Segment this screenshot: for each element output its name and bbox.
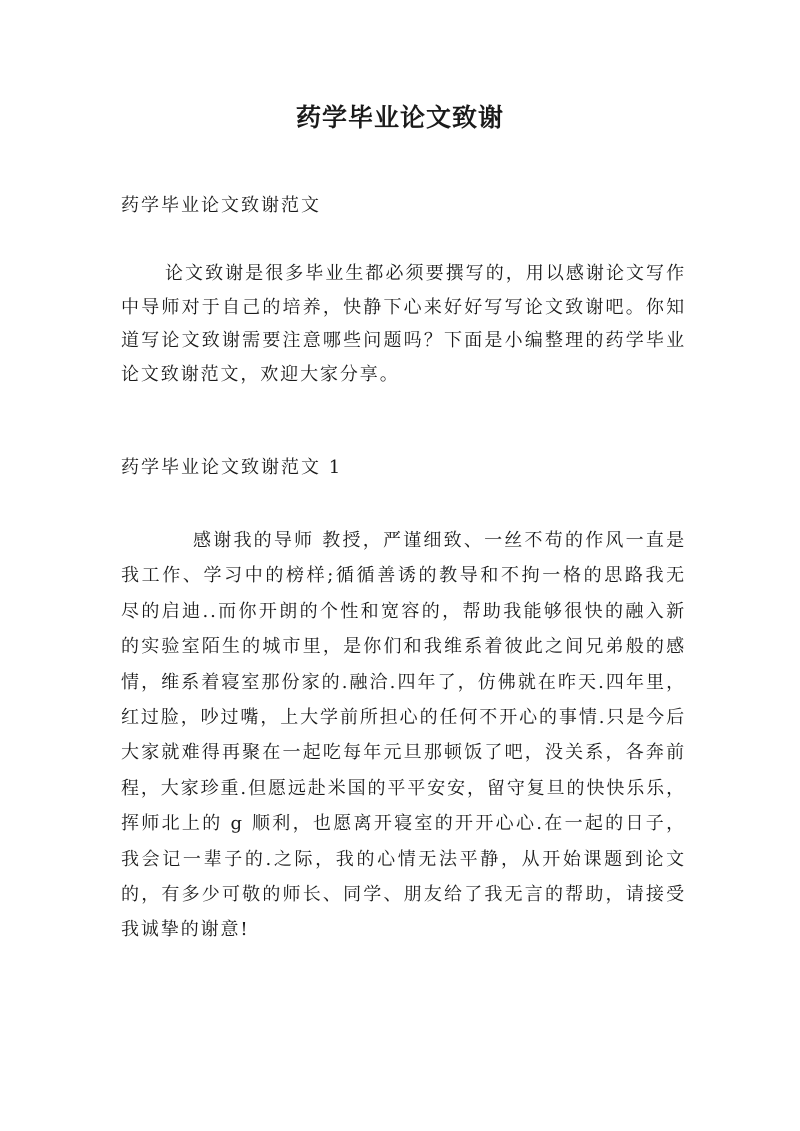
section-paragraph: 感谢我的导师 教授，严谨细致、一丝不苟的作风一直是我工作、学习中的榜样;循循善诱的教导和不拘一格的思路我无尽的启迪..而你开朗的个性和宽容的，帮助我能够很快的融入新的实验室陌生的城市里，是你们和我维系着彼此之间兄弟般的感情，维系着寝室那份家的.融洽.四年了，仿佛就在昨天.四年里，红过脸，吵过嘴，上大学前所担心的任何不开心的事情.只是今后大家就难得再聚在一起吃每年元旦那顿饭了吧，没关系，各奔前程，大家珍重.但愿远赴米国的平平安安，留守复旦的快快乐乐，挥师北上的 g 顺利，也愿离开寝室的开开心心.在一起的日子，我会记一辈子的.之际，我的心情无法平静，从开始课题到论文的，有多少可敬的师长、同学、朋友给了我无言的帮助，请接受我诚挚的谢意! bbox=[121, 530, 686, 941]
section-heading: 药学毕业论文致谢范文 1 bbox=[121, 457, 343, 478]
document-subtitle: 药学毕业论文致谢范文 bbox=[121, 195, 321, 216]
document-title: 药学毕业论文致谢 bbox=[295, 103, 504, 132]
intro-paragraph: 论文致谢是很多毕业生都必须要撰写的，用以感谢论文写作中导师对于自己的培养，快静下心来好好写写论文致谢吧。你知道写论文致谢需要注意哪些问题吗？下面是小编整理的药学毕业论文致谢范文，欢迎大家分享。 bbox=[121, 263, 686, 385]
